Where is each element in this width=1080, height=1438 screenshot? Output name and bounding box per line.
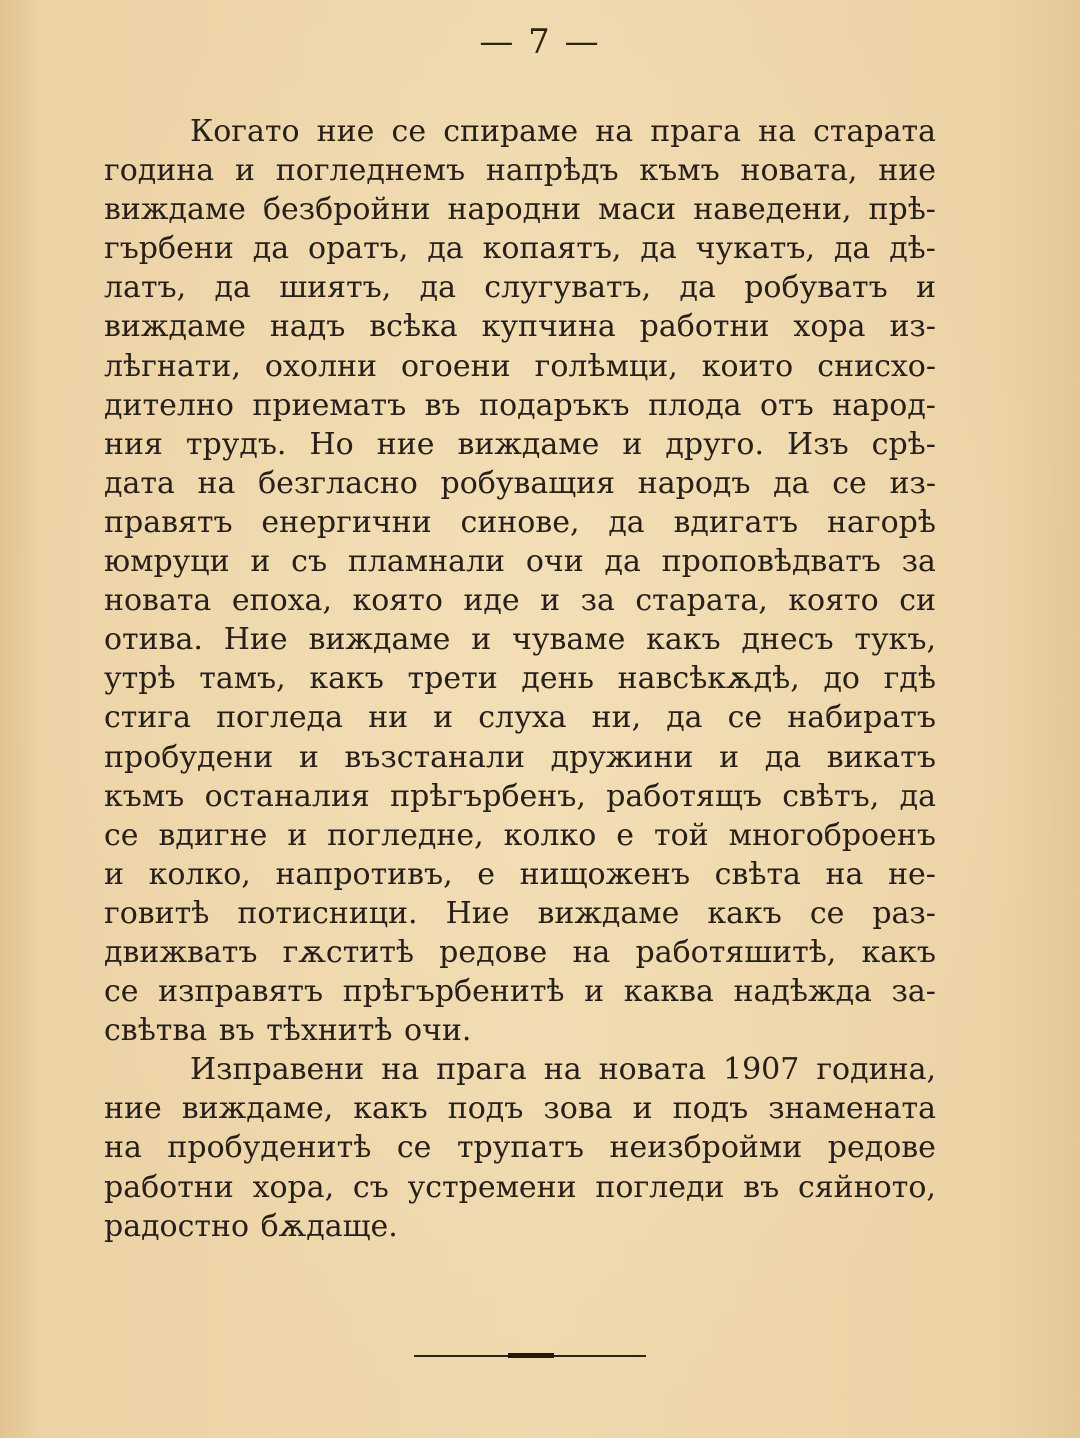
paragraph-1-line: се изправятъ прѣгърбенитѣ и каква надѣжда за- [104,974,936,1010]
body-text [104,112,936,1246]
paragraph-1-line: говитѣ потисници. Ние виждаме какъ се раз- [104,895,936,931]
paragraph-2-line: на пробуденитѣ се трупатъ неизбройми редове [104,1130,936,1166]
rule-center-bar [508,1353,554,1358]
paragraph-1-line: правятъ енергични синове, да вдигатъ нагорѣ [104,504,936,540]
page-number: — 7 — [479,22,601,62]
paragraph-2-line: радостно бѫдаще. [104,1208,398,1244]
paragraph-2 [104,1050,936,1245]
paragraph-1-line: латъ, да шиятъ, да слугуватъ, да робуватъ и [104,270,936,306]
paragraph-1-line: се вдигне и погледне, колко е той многоброенъ [104,817,936,853]
paragraph-1-line: отива. Ние виждаме и чуваме какъ днесъ тукъ, [104,622,936,658]
paragraph-1-line: стига погледа ни и слуха ни, да се набиратъ [104,700,936,736]
paragraph-1-line: къмъ останалия прѣгърбенъ, работящъ свѣтъ, да [104,778,936,814]
paragraph-1-line: лѣгнати, охолни огоени голѣмци, които снисхо- [104,348,936,384]
paragraph-1-line: виждаме безбройни народни маси наведени, прѣ- [104,192,936,228]
paragraph-2-line: Изправени на прага на новата 1907 година, [190,1052,936,1088]
paragraph-1-line: Когато ние се спираме на прага на старата [190,114,936,149]
paragraph-1-line: година и погледнемъ напрѣдъ къмъ новата, ние [104,153,936,189]
paragraph-1-line: дата на безгласно робуващия народъ да се из- [104,465,936,501]
end-ornament-rule [414,1354,646,1358]
paragraph-2-line: работни хора, съ устремени погледи въ сяйното, [104,1169,936,1205]
paragraph-1-line: ния трудъ. Но ние виждаме и друго. Изъ срѣ- [104,426,936,462]
paragraph-1-line: виждаме надъ всѣка купчина работни хора из- [104,309,936,345]
paragraph-1-line: гърбени да оратъ, да копаятъ, да чукатъ, да дѣ- [104,231,936,267]
paragraph-1-line: новата епоха, която иде и за старата, която си [104,583,936,619]
paragraph-1-line: утрѣ тамъ, какъ трети день навсѣкѫдѣ, до гдѣ [104,661,936,697]
paragraph-1 [104,112,936,1050]
paragraph-1-line: дително приематъ въ подаръкъ плода отъ народ- [104,387,936,423]
paragraph-1-line: пробудени и възстанали дружини и да викатъ [104,739,936,775]
paragraph-1-line: юмруци и съ пламнали очи да проповѣдватъ за [104,544,936,580]
paragraph-1-line: и колко, напротивъ, е нищоженъ свѣта на не- [104,856,936,892]
paragraph-1-line: свѣтва въ тѣхнитѣ очи. [104,1013,472,1049]
paragraph-1-line: движватъ гѫститѣ редове на работяшитѣ, какъ [104,934,936,970]
paragraph-2-line: ние виждаме, какъ подъ зова и подъ знамената [104,1091,936,1127]
